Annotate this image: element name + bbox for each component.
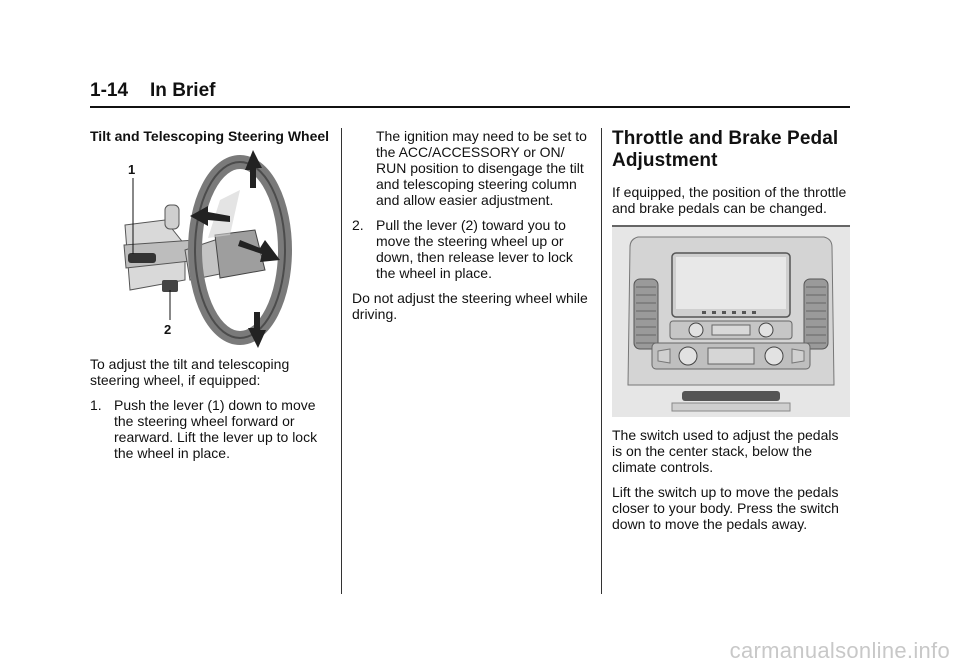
steering-wheel-figure — [90, 150, 330, 350]
column-1 — [90, 128, 330, 470]
column-2 — [352, 128, 592, 331]
list-item — [352, 217, 592, 281]
column-3 — [612, 128, 852, 541]
callout-1: 1 — [128, 162, 136, 177]
watermark: carmanualsonline.info — [729, 638, 950, 663]
step-text: Push the lever (1) down to move the steering wheel forward or rearward. Lift the lever up to lock the wheel in place. — [114, 397, 318, 461]
center-stack-photo — [612, 225, 850, 417]
section-title: In Brief — [150, 80, 216, 101]
step-text: Pull the lever (2) toward you to move the steering wheel up or down, then release lever to lock the wheel in place. — [376, 217, 573, 281]
column-divider — [341, 128, 342, 594]
intro-text: If equipped, the position of the throttle and brake pedals can be changed. — [612, 184, 847, 216]
warning-text: Do not adjust the steering wheel while driving. — [352, 290, 588, 322]
intro-text: To adjust the tilt and telescoping steering wheel, if equipped: — [90, 356, 290, 388]
column-divider — [601, 128, 602, 594]
section-heading: Throttle and Brake Pedal Adjustment — [612, 128, 839, 171]
center-stack-figure — [612, 225, 850, 417]
page-number: 1-14 — [90, 80, 129, 101]
list-item — [90, 397, 330, 461]
steering-wheel-illustration — [90, 150, 330, 350]
step-number: 1. — [90, 397, 102, 413]
page-header — [90, 80, 850, 108]
subheading-tilt-telescoping: Tilt and Telescoping Steering Wheel — [90, 128, 330, 144]
step-number: 2. — [352, 217, 364, 233]
paragraph: The switch used to adjust the pedals is on the center stack, below the climate controls. — [612, 427, 839, 475]
step-continuation: The ignition may need to be set to the ACC/ACCESSORY or ON/ RUN position to disengage the tilt and telescoping steering column and allow easier adjustment. — [376, 128, 587, 208]
callout-2: 2 — [164, 322, 172, 337]
paragraph: Lift the switch up to move the pedals closer to your body. Press the switch down to move the pedals away. — [612, 484, 839, 532]
